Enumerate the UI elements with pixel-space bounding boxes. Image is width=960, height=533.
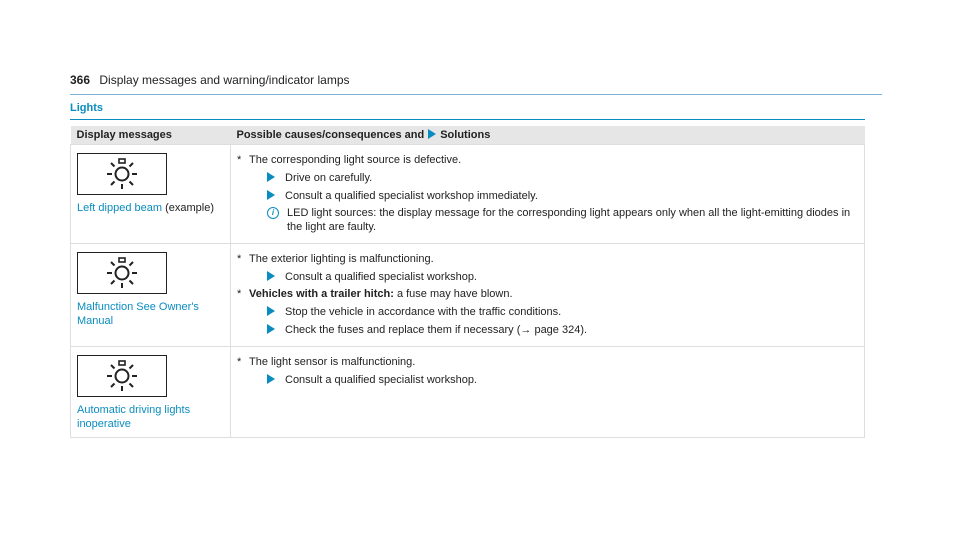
causes-cell <box>231 244 865 347</box>
column-header-solutions-label: Solutions <box>440 129 491 141</box>
arrow-icon <box>267 324 275 334</box>
cause-item: * The exterior lighting is malfunctioning. <box>237 253 434 265</box>
page-header <box>70 73 882 95</box>
display-message-suffix: (example) <box>165 202 214 214</box>
display-message-cell <box>71 244 231 347</box>
cause-item: * The light sensor is malfunctioning. <box>237 356 416 368</box>
page-number: 366 <box>70 73 91 87</box>
note-text: LED light sources: the display message for the corresponding light appears only when all the light-emitting diodes in the light are faulty. <box>287 207 851 233</box>
solution-item <box>267 270 858 284</box>
arrow-icon <box>267 306 275 316</box>
solution-item <box>267 171 858 185</box>
cause-text: The corresponding light source is defective. <box>249 154 462 166</box>
causes-cell <box>231 347 865 438</box>
arrow-icon <box>267 172 275 182</box>
table-row <box>71 145 865 244</box>
arrow-icon <box>267 190 275 200</box>
solution-text: Consult a qualified specialist workshop. <box>285 271 477 283</box>
cause-text: The exterior lighting is malfunctioning. <box>249 253 434 265</box>
solution-text: Consult a qualified specialist workshop immediately. <box>285 190 538 202</box>
solution-item <box>267 305 858 319</box>
arrow-icon <box>428 129 436 139</box>
display-message-cell <box>71 347 231 438</box>
light-malfunction-icon <box>77 153 167 195</box>
arrow-icon <box>267 271 275 281</box>
solution-item <box>267 323 858 337</box>
column-header-display-messages: Display messages <box>71 126 231 145</box>
cause-item: * The corresponding light source is defective. <box>237 154 462 166</box>
column-header-causes <box>231 126 865 145</box>
solution-text: Stop the vehicle in accordance with the traffic conditions. <box>285 306 562 318</box>
cause-text: a fuse may have blown. <box>396 288 513 300</box>
causes-cell <box>231 145 865 244</box>
display-message-text: Automatic driving lights inoperative <box>77 404 191 430</box>
table-header-row <box>71 126 865 145</box>
light-malfunction-icon <box>77 355 167 397</box>
cause-condition: Vehicles with a trailer hitch: <box>249 288 394 300</box>
column-header-causes-label: Possible causes/consequences and <box>236 129 425 141</box>
display-message-text: Left dipped beam <box>77 202 163 214</box>
section-title: Lights <box>70 102 865 120</box>
cause-item: * Vehicles with a trailer hitch: a fuse may have blown. <box>237 288 513 300</box>
info-icon: i <box>267 207 279 219</box>
solution-text: Drive on carefully. <box>285 172 373 184</box>
display-message-cell <box>71 145 231 244</box>
cause-text: The light sensor is malfunctioning. <box>249 356 416 368</box>
light-malfunction-icon <box>77 252 167 294</box>
solution-item <box>267 189 858 203</box>
table-row <box>71 347 865 438</box>
note-item <box>267 206 858 234</box>
display-message-text: Malfunction See Owner's Manual <box>77 301 199 327</box>
page-header-title: Display messages and warning/indicator lamps <box>99 73 350 87</box>
solution-text: Consult a qualified specialist workshop. <box>285 374 477 386</box>
solution-text: Check the fuses and replace them if necessary (→ page 324). <box>285 324 588 336</box>
arrow-icon <box>267 374 275 384</box>
solution-item <box>267 373 858 387</box>
table-row <box>71 244 865 347</box>
display-messages-table <box>70 126 865 438</box>
